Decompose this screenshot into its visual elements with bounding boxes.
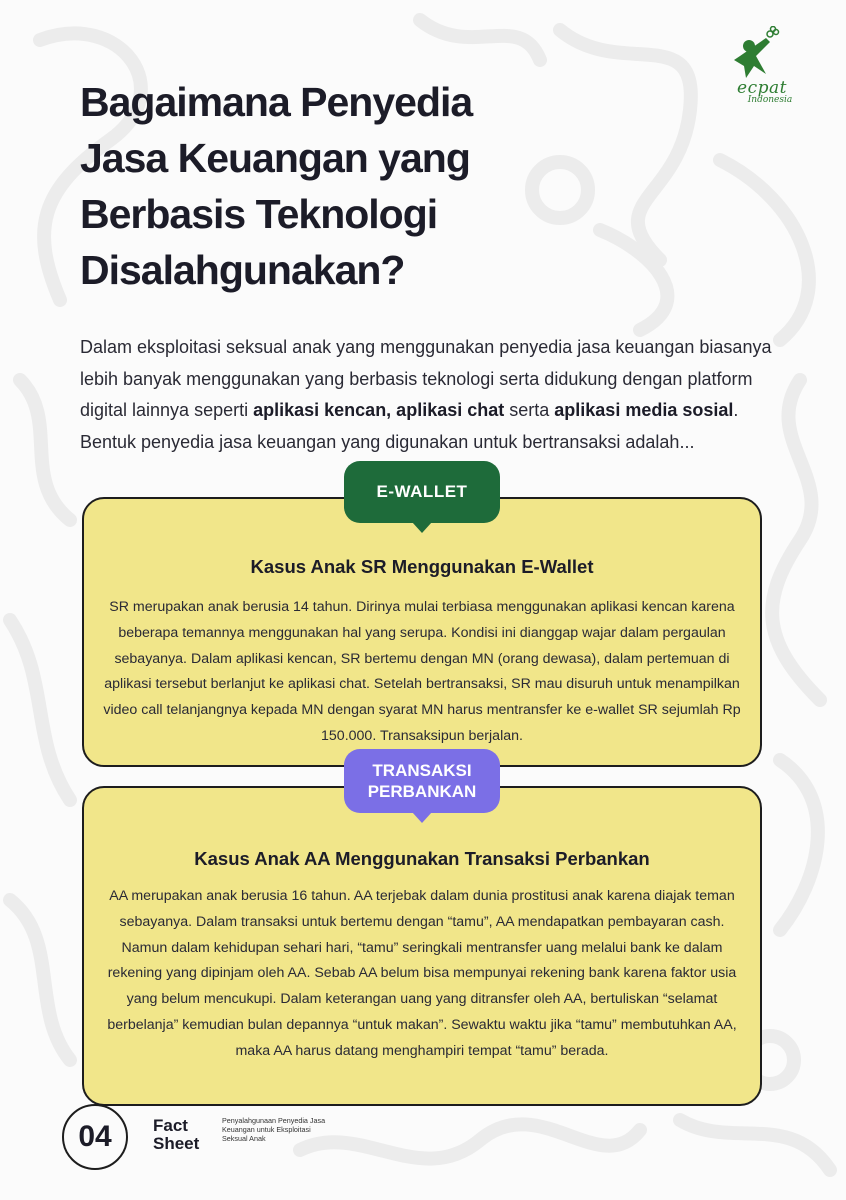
- fact-word: Fact: [153, 1116, 188, 1135]
- logo-name: ecpat: [737, 78, 787, 98]
- ewallet-case-title: Kasus Anak SR Menggunakan E-Wallet: [250, 556, 594, 577]
- ecpat-logo: [726, 26, 798, 116]
- banking-label-line2: PERBANKAN: [367, 782, 477, 801]
- intro-highlight-1: aplikasi kencan, aplikasi chat: [253, 400, 505, 420]
- ewallet-label-text: E-WALLET: [376, 482, 468, 501]
- fact-sheet-label: [153, 1117, 213, 1153]
- footer-description: Penyalahgunaan Penyedia Jasa Keuangan untuk Eksploitasi Seksual Anak: [222, 1116, 326, 1143]
- intro-paragraph: [80, 332, 780, 458]
- banking-case-body: AA merupakan anak berusia 16 tahun. AA terjebak dalam dunia prostitusi anak karena diajak teman sebayanya. Dalam transaksi untuk bertemu dengan “tamu”, AA mendapatkan pembayaran cash. Namun dalam kehidupan sehari hari, “tamu” seringkali mentransfer uang melalui bank ke dalam rekening yang dipinjam oleh AA. Sebab AA belum bisa mempunyai rekening bank karena faktor usia yang belum mencukupi. Dalam keterangan uang yang ditransfer oleh AA, bertuliskan “selamat berbelanja” kemudian bulan depannya “untuk makan”. Sewaktu waktu jika “tamu” membutuhkan AA, maka AA harus datang menghampiri tempat “tamu” berada.: [107, 888, 737, 1059]
- logo-subtitle: Indonesia: [747, 95, 793, 105]
- page-title: Bagaimana Penyedia Jasa Keuangan yang Berbasis Teknologi Disalahgunakan?: [80, 79, 473, 293]
- banking-label-line1: TRANSAKSI: [372, 761, 472, 780]
- ewallet-case-body: SR merupakan anak berusia 14 tahun. Dirinya mulai terbiasa menggunakan aplikasi kencan karena beberapa temannya menggunakan hal yang serupa. Kondisi ini dianggap wajar dalam pergaulan sebayanya. Dalam aplikasi kencan, SR bertemu dengan MN (orang dewasa), dalam pertemuan di aplikasi tersebut berlanjut ke aplikasi chat. Setelah bertransaksi, SR mau disuruh untuk menampilkan video call telanjangnya kepada MN dengan syarat MN harus mentransfer ke e-wallet SR sejumlah Rp 150.000. Transaksipun berjalan.: [103, 599, 741, 744]
- banking-label: [344, 749, 500, 813]
- intro-highlight-2: aplikasi media sosial: [554, 400, 734, 420]
- intro-text-3: . Bentuk penyedia jasa keuangan yang digunakan untuk bertransaksi adalah...: [80, 400, 739, 452]
- banking-case-title: Kasus Anak AA Menggunakan Transaksi Perbankan: [194, 848, 650, 869]
- ewallet-label: [344, 461, 500, 523]
- intro-text-1: Dalam eksploitasi seksual anak yang menggunakan penyedia jasa keuangan biasanya lebih banyak menggunakan yang berbasis teknologi serta didukung dengan platform digital lainnya seperti: [80, 337, 772, 420]
- page-number: 04: [62, 1104, 128, 1170]
- sheet-word: Sheet: [153, 1134, 200, 1153]
- banking-case-card: [82, 786, 762, 1106]
- intro-text-2: serta: [504, 400, 555, 420]
- ecpat-figure-icon: [726, 26, 798, 86]
- ewallet-case-card: [82, 497, 762, 767]
